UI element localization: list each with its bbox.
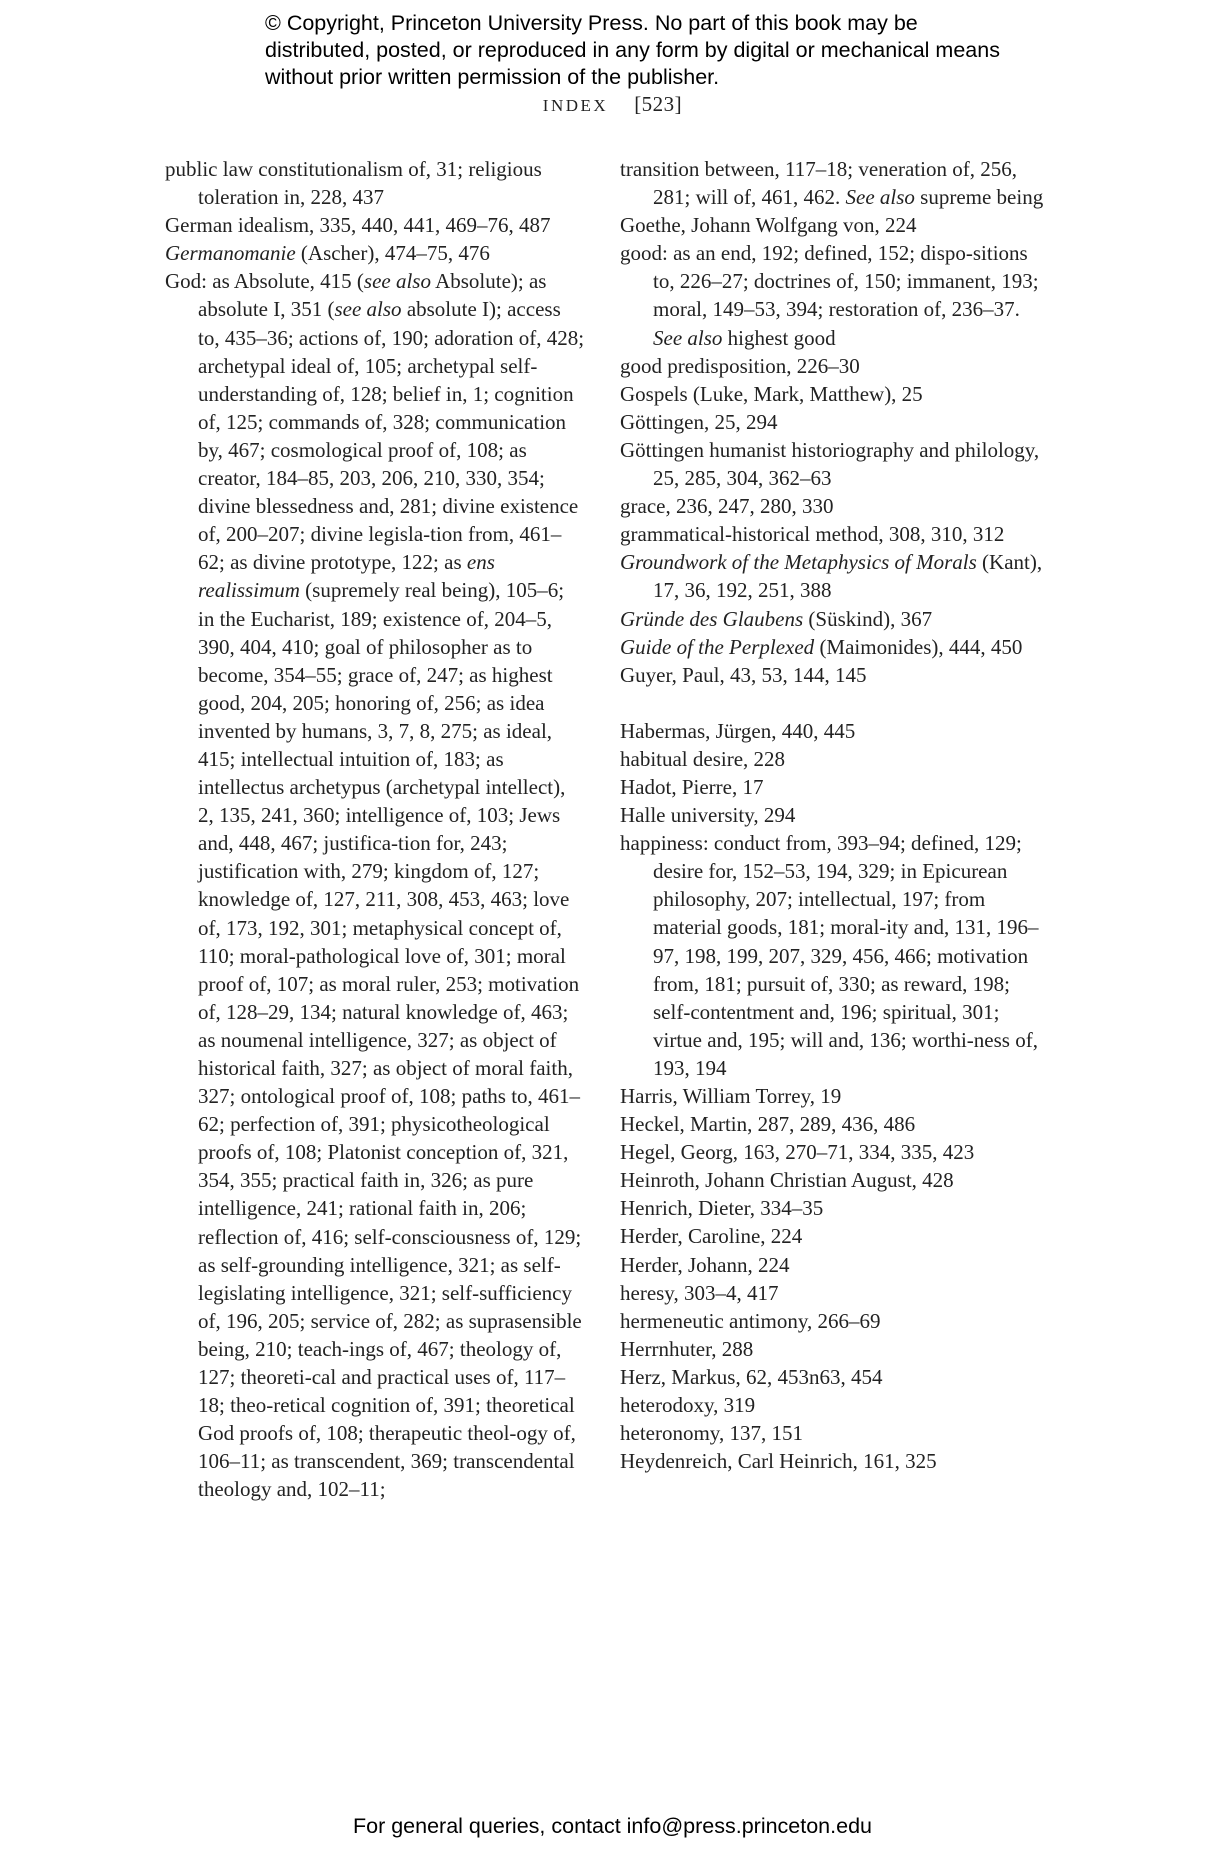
index-text: good predisposition, 226–30 (620, 353, 860, 378)
right-index-entry (620, 1335, 1045, 1363)
index-text: Herz, Markus, 62, 453n63, 454 (620, 1364, 883, 1389)
right-index-entry (620, 661, 1045, 689)
right-index-entry (620, 155, 1045, 211)
right-index-entry (620, 633, 1045, 661)
right-index-entry (620, 408, 1045, 436)
right-index-entry (620, 717, 1045, 745)
right-index-entry (620, 380, 1045, 408)
index-text: God: as Absolute, 415 ( (165, 269, 364, 294)
index-text: heteronomy, 137, 151 (620, 1421, 803, 1446)
copyright-notice: © Copyright, Princeton University Press. No part of this book may be distributed, posted, or reproduced in any form by digital or mechanical means without prior written permission of the publisher. (265, 11, 1000, 89)
index-text: (Ascher), 474–75, 476 (295, 241, 490, 266)
page-number: [523] (634, 92, 683, 116)
index-text: highest good (722, 325, 836, 350)
index-text: (Kant), 17, 36, 192, 251, 388 (653, 550, 1043, 603)
index-text: public law constitutionalism of, 31; (165, 157, 464, 181)
right-index-entry (620, 1419, 1045, 1447)
index-text: Göttingen humanist historiography and philology, 25, 285, 304, 362–63 (620, 437, 1040, 491)
right-index-entry (620, 1222, 1045, 1250)
index-column-left (165, 155, 585, 1504)
index-text: Hadot, Pierre, 17 (620, 774, 764, 799)
index-italic-text: See also (653, 325, 723, 350)
right-index-entry (620, 436, 1045, 492)
right-index-entry (620, 745, 1045, 773)
right-index-entry (620, 801, 1045, 829)
left-index-entry (165, 239, 585, 267)
index-text: supreme being (914, 185, 1044, 210)
running-head-label: INDEX (542, 96, 609, 115)
index-text: Halle university, 294 (620, 803, 796, 828)
index-italic-text: Gründe des Glaubens (620, 606, 804, 631)
index-italic-text: See also (845, 185, 915, 210)
right-index-entry (620, 1082, 1045, 1110)
index-text: Heinroth, Johann Christian August, 428 (620, 1168, 954, 1193)
index-text: absolute I); access to, 435–36; actions of, 190; adoration of, 428; archetypal ideal of, 105; archetypal self-understanding of, 128; belief in, 1; cognition of, 125; commands of, 328; communication by, 467; cosmological proof of, 108; as creator, 184–85, 203, 206, 210, 330, 354; divine blessedness and, 281; divine existence of, 200–207; divine legisla-tion from, 461–62; as divine prototype, 122; as (198, 297, 585, 575)
right-index-entry (620, 1391, 1045, 1419)
index-text: Absolute); as absolute I, 351 ( (198, 269, 547, 322)
index-text: (supremely real being), 105–6; in the Eucharist, 189; existence of, 204–5, 390, 404, 410; goal of philosopher as to become, 354–55; grace of, 247; as highest good, 204, 205; honoring of, 256; as idea invented by humans, 3, 7, 8, 275; as ideal, 415; intellectual intuition of, 183; as intellectus archetypus (archetypal intellect), 2, 135, 241, 360; intelligence of, 103; Jews and, 448, 467; justifica-tion for, 243; justification with, 279; kingdom of, 127; knowledge of, 127, 211, 308, 453, 463; love of, 173, 192, 301; metaphysical concept of, 110; moral-pathological love of, 301; moral proof of, 107; as moral ruler, 253; motivation of, 128–29, 134; natural knowledge of, 463; as noumenal intelligence, 327; as object of historical faith, 327; as object of moral faith, 327; ontological proof of, 108; paths to, 461–62; perfection of, 391; physicotheological proofs of, 108; Platonist conception of, 321, 354, 355; practical faith in, 326; as pure intelligence, 241; rational faith in, 206; reflection of, 416; self-consciousness of, 129; as self-grounding intelligence, 321; as self-legislating intelligence, 321; self-sufficiency of, 196, 205; service of, 282; as suprasensible being, 210; teach-ings of, 467; theology of, 127; theoreti-cal and practical uses of, 117–18; theo-retical cognition of, 391; theoretical God proofs of, 108; therapeutic theol-ogy of, 106–11; as transcendent, 369; transcendental theology and, 102–11; (198, 578, 582, 1502)
right-index-entry (620, 829, 1045, 1082)
index-text: religious toleration in, 228, 437 (198, 157, 542, 210)
right-index-entry (620, 605, 1045, 633)
index-text: grace, 236, 247, 280, 330 (620, 494, 834, 519)
index-text: German idealism, 335, 440, 441, 469–76, 487 (165, 213, 551, 238)
index-italic-text: Guide of the Perplexed (620, 634, 815, 659)
right-index-entry (620, 520, 1045, 548)
left-index-entry (165, 155, 585, 211)
index-text: Harris, William Torrey, 19 (620, 1084, 842, 1108)
index-text: happiness: conduct from, 393–94; defined, 129; desire for, 152–53, 194, 329; in Epicurean philosophy, 207; intellectual, 197; from material goods, 181; moral-ity and, 131, 196–97, 198, 199, 207, 329, 456, 466; motivation from, 181; pursuit of, 330; as reward, 198; self-contentment and, 196; spiritual, 301; virtue and, 195; will and, 136; worthi-ness of, 193, 194 (620, 831, 1039, 1080)
index-text: Henrich, Dieter, 334–35 (620, 1196, 824, 1221)
index-text: Goethe, Johann Wolfgang von, 224 (620, 213, 917, 238)
index-italic-text: Groundwork of the Metaphysics of Morals (620, 550, 977, 575)
index-text: (Maimonides), 444, 450 (814, 634, 1023, 659)
right-index-entry (620, 1363, 1045, 1391)
index-text: Gospels (Luke, Mark, Matthew), 25 (620, 381, 923, 406)
left-index-entry (165, 211, 585, 239)
right-index-entry (620, 1307, 1045, 1335)
index-text: Hegel, Georg, 163, 270–71, 334, 335, 423 (620, 1140, 975, 1165)
index-text: hermeneutic antimony, 266–69 (620, 1308, 881, 1333)
right-index-entry (620, 1447, 1045, 1475)
right-index-entry (620, 352, 1045, 380)
left-index-entry (165, 267, 585, 1503)
index-italic-text: Germanomanie (165, 241, 296, 266)
index-italic-text: see also (334, 297, 402, 322)
right-index-entry (620, 773, 1045, 801)
footer-contact: For general queries, contact info@press.princeton.edu (352, 1814, 872, 1838)
index-text: Herrnhuter, 288 (620, 1336, 754, 1361)
index-italic-text: see also (363, 269, 431, 294)
right-index-entry (620, 548, 1045, 604)
right-index-entry (620, 211, 1045, 239)
right-index-entry (620, 1251, 1045, 1279)
right-index-entry (620, 1166, 1045, 1194)
index-text: Göttingen, 25, 294 (620, 409, 778, 434)
index-text: Guyer, Paul, 43, 53, 144, 145 (620, 662, 867, 687)
right-index-entry (620, 1194, 1045, 1222)
index-text: Heydenreich, Carl Heinrich, 161, 325 (620, 1449, 937, 1474)
right-index-entry (620, 1110, 1045, 1138)
index-text: Heckel, Martin, 287, 289, 436, 486 (620, 1112, 916, 1137)
right-index-entry (620, 1138, 1045, 1166)
index-column-right (620, 155, 1045, 1475)
index-text: habitual desire, 228 (620, 746, 786, 771)
index-text: heterodoxy, 319 (620, 1393, 756, 1418)
index-text: transition between, 117–18; veneration of, 256, 281; will of, 461, 462. (620, 157, 1017, 210)
right-index-entry (620, 1279, 1045, 1307)
right-index-entry (620, 239, 1045, 351)
index-text: Herder, Caroline, 224 (620, 1224, 803, 1249)
index-italic-text: ens realissimum (198, 550, 495, 603)
index-text: (Süskind), 367 (803, 606, 933, 631)
index-text: heresy, 303–4, 417 (620, 1280, 779, 1305)
index-text: grammatical-historical method, 308, 310, 312 (620, 522, 1005, 547)
index-text: Herder, Johann, 224 (620, 1252, 790, 1277)
index-text: Habermas, Jürgen, 440, 445 (620, 718, 856, 743)
index-text: good: as an end, 192; defined, 152; dispo-sitions to, 226–27; doctrines of, 150; immanent, 193; moral, 149–53, 394; restoration of, 236–37. (620, 241, 1039, 322)
running-head (0, 92, 1225, 117)
right-index-entry (620, 492, 1045, 520)
